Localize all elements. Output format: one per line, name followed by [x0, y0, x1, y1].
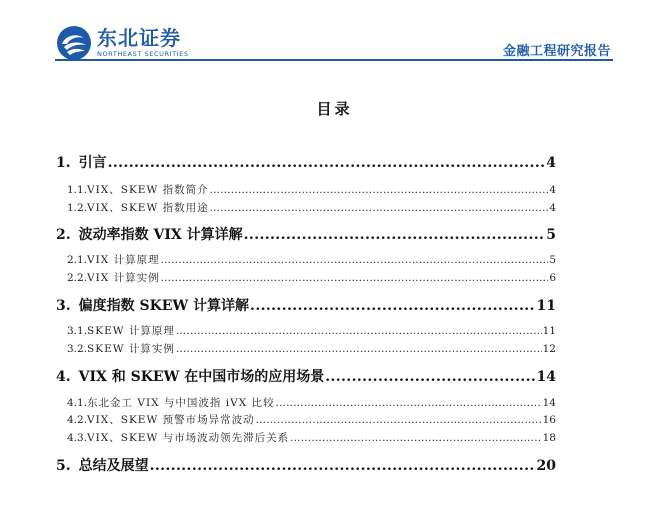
dot-leader [150, 458, 536, 474]
toc-entry-label: VIX、SKEW 预警市场异常波动 [87, 414, 255, 426]
toc-entry-label: 引言 [78, 155, 107, 171]
toc-subsection-entry[interactable] [56, 412, 556, 427]
toc-entry-page: 20 [536, 458, 556, 474]
toc-entry-number: 5. [56, 458, 71, 474]
toc-entry-page: 4 [549, 202, 556, 214]
toc-entry-page: 11 [536, 298, 556, 314]
toc-entry-number: 4.2. [67, 414, 88, 426]
toc-entry-label: 东北金工 VIX 与中国波指 iVX 比较 [87, 397, 275, 409]
toc-entry-label: VIX、SKEW 指数用途 [87, 202, 209, 214]
toc-subsection-entry[interactable] [56, 182, 556, 197]
dot-leader [176, 325, 542, 337]
toc-entry-label: 总结及展望 [78, 458, 149, 474]
toc-entry-label: SKEW 计算实例 [87, 343, 175, 355]
toc-subsection-entry[interactable] [56, 323, 556, 338]
toc-entry-page: 4 [546, 155, 556, 171]
dot-leader [161, 254, 549, 266]
toc-entry-number: 2.1. [67, 254, 88, 266]
header-divider [55, 59, 613, 61]
toc-entry-number: 1. [56, 155, 71, 171]
toc-entry-page: 14 [542, 397, 556, 409]
toc-entry-page: 5 [546, 227, 556, 243]
toc-entry-page: 18 [542, 432, 556, 444]
toc-entry-page: 6 [549, 272, 556, 284]
toc-entry-page: 4 [549, 184, 556, 196]
toc-entry-number: 1.2. [67, 202, 88, 214]
toc-entry-label: 波动率指数 VIX 计算详解 [78, 227, 243, 243]
toc-entry-number: 2. [56, 227, 71, 243]
toc-entry-number: 3.1. [67, 325, 88, 337]
logo-swirl-icon [55, 24, 93, 62]
toc-subsection-entry[interactable] [56, 270, 556, 285]
toc-entry-label: VIX 和 SKEW 在中国市场的应用场景 [78, 369, 325, 385]
logo-chinese-name: 东北证券 [97, 26, 181, 51]
toc-entry-number: 3. [56, 298, 71, 314]
dot-leader [256, 414, 542, 426]
toc-section-entry[interactable] [56, 366, 556, 386]
toc-entry-number: 4.1. [67, 397, 88, 409]
toc-subsection-entry[interactable] [56, 430, 556, 445]
toc-entry-label: VIX 计算原理 [87, 254, 160, 266]
toc-section-entry[interactable] [56, 295, 556, 315]
northeast-securities-logo [55, 24, 189, 62]
toc-subsection-entry[interactable] [56, 395, 556, 410]
dot-leader [176, 343, 542, 355]
dot-leader [276, 397, 542, 409]
dot-leader [210, 184, 549, 196]
dot-leader [325, 369, 535, 385]
logo-english-name: NORTHEAST SECURITIES [97, 50, 189, 59]
toc-title: 目录 [316, 100, 353, 118]
toc-entry-label: 偏度指数 SKEW 计算详解 [78, 298, 250, 314]
toc-entry-page: 16 [542, 414, 556, 426]
toc-entry-label: VIX、SKEW 与市场波动领先滞后关系 [87, 432, 290, 444]
toc-entry-label: VIX、SKEW 指数简介 [87, 184, 209, 196]
toc-entry-label: VIX 计算实例 [87, 272, 160, 284]
toc-entry-number: 1.1. [67, 184, 88, 196]
toc-section-entry[interactable] [56, 455, 556, 475]
dot-leader [244, 227, 546, 243]
dot-leader [290, 432, 542, 444]
toc-subsection-entry[interactable] [56, 341, 556, 356]
toc-subsection-entry[interactable] [56, 252, 556, 267]
toc-entry-number: 3.2. [67, 343, 88, 355]
toc-entry-page: 5 [549, 254, 556, 266]
dot-leader [108, 155, 546, 171]
toc-section-entry[interactable] [56, 224, 556, 244]
dot-leader [161, 272, 549, 284]
toc-entry-number: 4.3. [67, 432, 88, 444]
toc-entry-page: 12 [542, 343, 556, 355]
toc-entry-number: 4. [56, 369, 71, 385]
report-type-label: 金融工程研究报告 [502, 44, 611, 59]
toc-entry-label: SKEW 计算原理 [87, 325, 175, 337]
toc-section-entry[interactable] [56, 152, 556, 172]
dot-leader [210, 202, 549, 214]
dot-leader [250, 298, 535, 314]
toc-entry-page: 14 [536, 369, 556, 385]
toc-entry-page: 11 [542, 325, 556, 337]
page-header [0, 0, 669, 64]
toc-entry-number: 2.2. [67, 272, 88, 284]
toc-subsection-entry[interactable] [56, 200, 556, 215]
